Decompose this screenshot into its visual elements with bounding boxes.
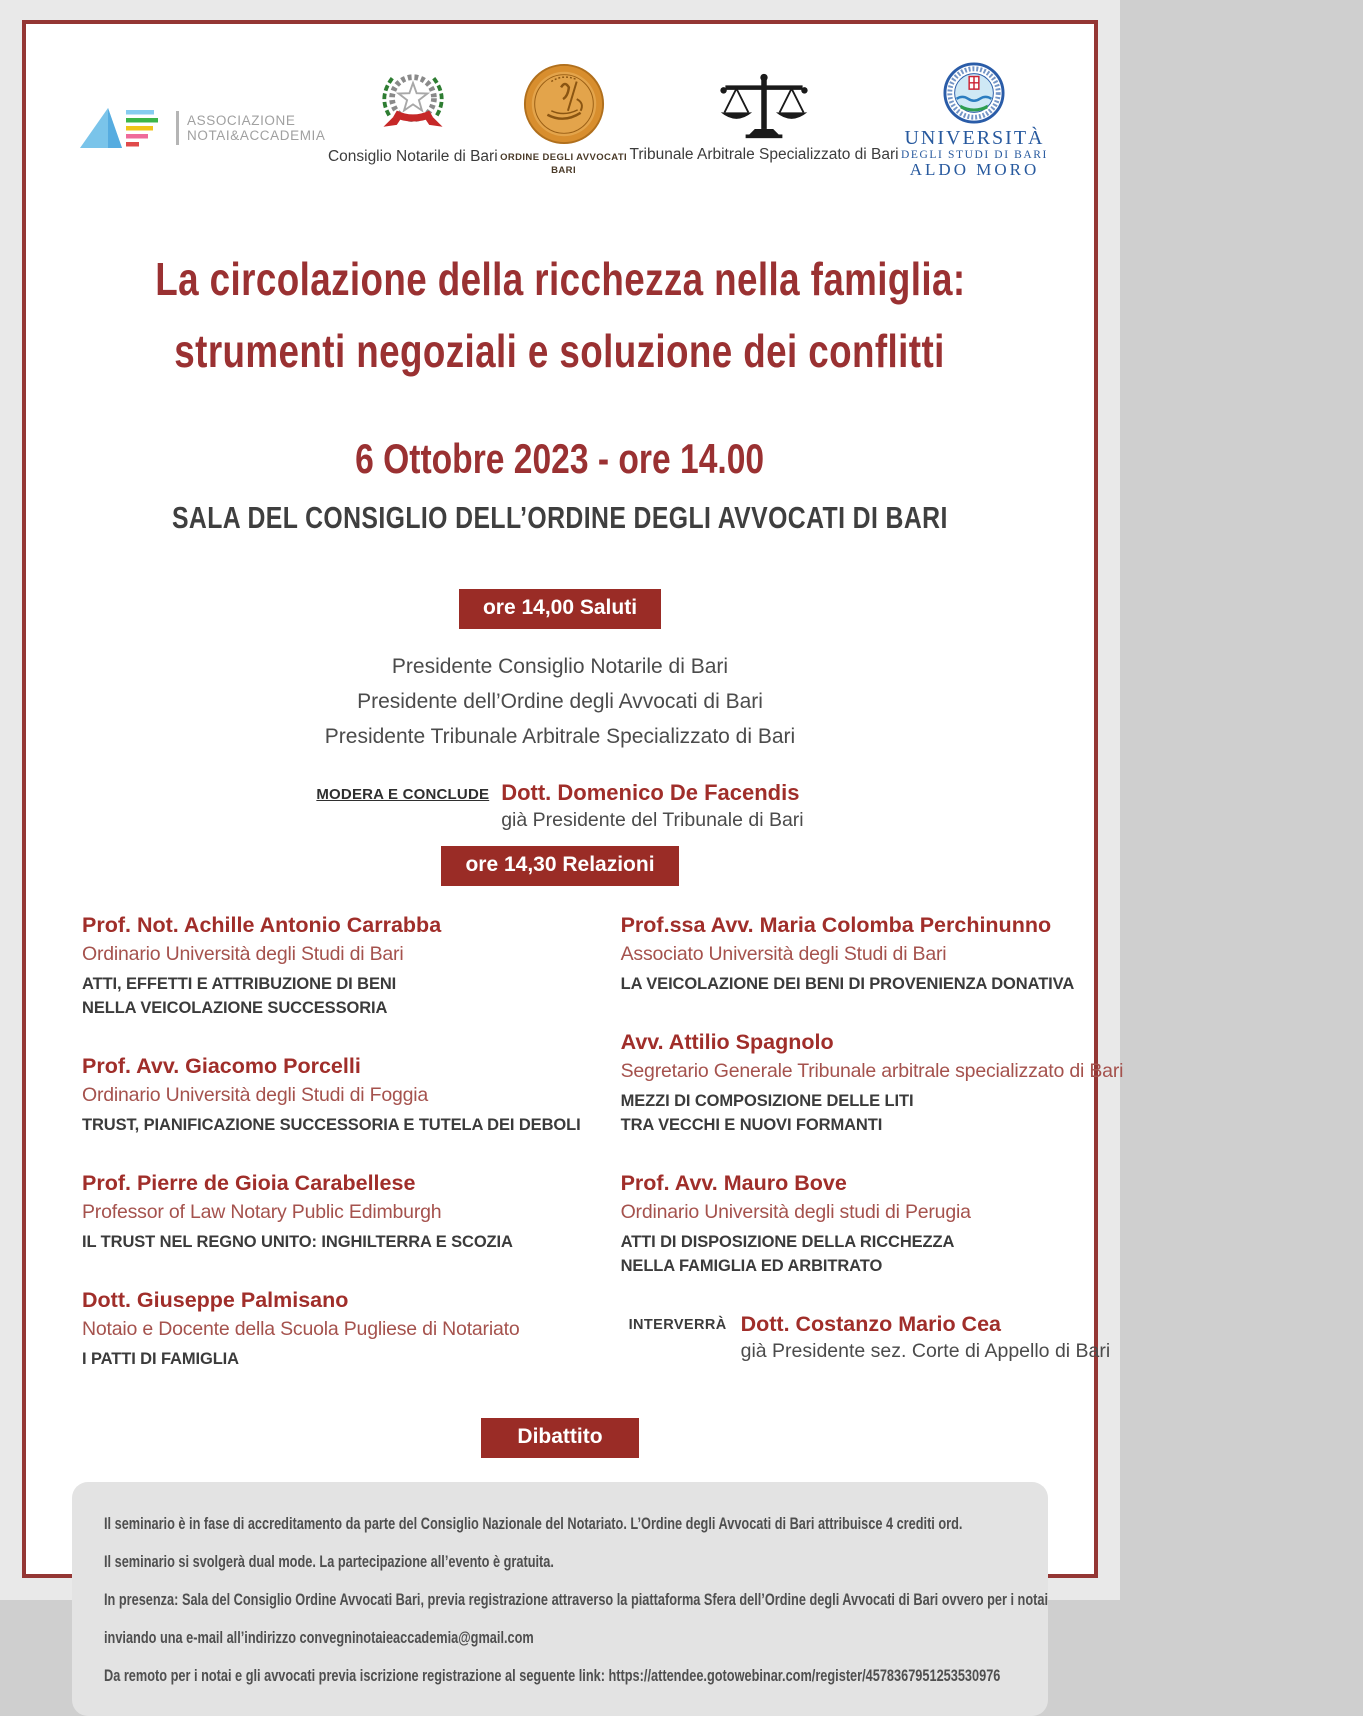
speaker-affiliation: Segretario Generale Tribunale arbitrale specializzato di Bari bbox=[620, 1059, 1124, 1082]
speaker-topic: ATTI DI DISPOSIZIONE DELLA RICCHEZZA bbox=[620, 1232, 955, 1251]
program-column-right bbox=[620, 912, 1124, 1404]
saluti-badge: ore 14,00 Saluti bbox=[459, 589, 661, 629]
speaker-bove bbox=[621, 1170, 1064, 1278]
speaker-carrabba bbox=[82, 912, 581, 1020]
speaker-affiliation: Associato Università degli Studi di Bari bbox=[620, 942, 947, 965]
poster-frame bbox=[22, 20, 1124, 1685]
speaker-topic: IL TRUST NEL REGNO UNITO: INGHILTERRA E SCOZIA bbox=[82, 1232, 513, 1251]
speaker-affiliation: Ordinario Università degli studi di Perugia bbox=[620, 1200, 971, 1223]
dibattito-badge: Dibattito bbox=[481, 1418, 638, 1458]
speaker-topic-2: TRA VECCHI E NUOVI FORMANTI bbox=[620, 1115, 883, 1134]
tribunale-caption: Tribunale Arbitrale Specializzato di Bari bbox=[629, 146, 899, 163]
footer-line-3: In presenza: Sala del Consiglio Ordine Avvocati Bari, previa registrazione attraverso la piattaforma Sfera dell’Ordine degli Avvocati di Bari ovvero per i notai bbox=[104, 1589, 1049, 1609]
speaker-topic: MEZZI DI COMPOSIZIONE DELLE LITI bbox=[620, 1091, 914, 1110]
footer-line-4: inviando una e-mail all’indirizzo convegninotaieaccademia@gmail.com bbox=[104, 1627, 534, 1647]
speaker-name: Prof. Avv. Mauro Bove bbox=[620, 1170, 847, 1195]
interverra-person bbox=[741, 1311, 1111, 1363]
ordine-caption-line2: BARI bbox=[551, 165, 576, 176]
speaker-affiliation: Professor of Law Notary Public Edimburgh bbox=[82, 1200, 442, 1223]
speaker-carabellese bbox=[82, 1170, 581, 1254]
speaker-topic: TRUST, PIANIFICAZIONE SUCCESSORIA E TUTELA DEI DEBOLI bbox=[82, 1115, 581, 1134]
universita-line1: UNIVERSITÀ bbox=[904, 127, 1045, 149]
associazione-logo bbox=[78, 102, 326, 154]
speaker-topic-2: NELLA VEICOLAZIONE SUCCESSORIA bbox=[82, 998, 388, 1017]
speaker-topic: ATTI, EFFETTI E ATTRIBUZIONE DI BENI bbox=[82, 974, 397, 993]
logos-row bbox=[26, 24, 1094, 179]
event-venue: SALA DEL CONSIGLIO DELL’ORDINE DEGLI AVVOCATI DI BARI bbox=[172, 499, 948, 535]
saluti-badge-wrap bbox=[26, 589, 1094, 629]
associazione-line2: NOTAI&ACCADEMIA bbox=[187, 128, 326, 143]
moderator-block bbox=[26, 780, 1094, 832]
associazione-line1: ASSOCIAZIONE bbox=[187, 113, 296, 128]
speaker-name: Prof.ssa Avv. Maria Colomba Perchinunno bbox=[620, 912, 1052, 937]
speaker-name: Prof. Not. Achille Antonio Carrabba bbox=[82, 912, 442, 937]
interverra-block bbox=[628, 1311, 1111, 1363]
ordine-caption-line1: ORDINE DEGLI AVVOCATI bbox=[500, 152, 628, 163]
footer-line-1: Il seminario è in fase di accreditamento da parte del Consiglio Nazionale del Notariato. L’Ordine degli Avvocati di Bari attribuisce 4 crediti ord. bbox=[104, 1513, 963, 1533]
gold-medal-icon bbox=[522, 62, 606, 146]
interverra-name: Dott. Costanzo Mario Cea bbox=[740, 1311, 1001, 1336]
speaker-name: Prof. Pierre de Gioia Carabellese bbox=[82, 1170, 416, 1195]
speaker-topic: LA VEICOLAZIONE DEI BENI DI PROVENIENZA DONATIVA bbox=[620, 974, 1075, 993]
speaker-spagnolo bbox=[620, 1029, 1124, 1137]
universita-line3: ALDO MORO bbox=[909, 160, 1040, 180]
speaker-name: Dott. Giuseppe Palmisano bbox=[82, 1287, 349, 1312]
speaker-palmisano bbox=[82, 1287, 581, 1371]
speaker-perchinunno bbox=[620, 912, 1075, 996]
universita-logo bbox=[901, 62, 1048, 179]
associazione-triangle-icon bbox=[78, 102, 166, 154]
moderator-name: Dott. Domenico De Facendis bbox=[501, 779, 800, 805]
footer-line-2: Il seminario si svolgerà dual mode. La partecipazione all’evento è gratuita. bbox=[104, 1551, 554, 1571]
interverra-label: INTERVERRÀ bbox=[628, 1316, 727, 1333]
program-columns bbox=[26, 912, 1124, 1404]
speaker-name: Avv. Attilio Spagnolo bbox=[620, 1029, 834, 1054]
italian-emblem-icon bbox=[369, 62, 457, 142]
university-seal-icon bbox=[943, 62, 1005, 124]
ordine-avvocati-caption bbox=[500, 151, 627, 177]
scales-of-justice-icon bbox=[708, 72, 820, 140]
interverra-role: già Presidente sez. Corte di Appello di Bari bbox=[740, 1339, 1111, 1362]
speaker-affiliation: Notaio e Docente della Scuola Pugliese di Notariato bbox=[82, 1317, 520, 1340]
moderator-role: già Presidente del Tribunale di Bari bbox=[501, 808, 804, 831]
ordine-avvocati-logo bbox=[500, 62, 627, 177]
dibattito-badge-wrap bbox=[26, 1418, 1094, 1458]
saluti-speakers bbox=[26, 649, 1094, 754]
universita-line2: DEGLI STUDI DI BARI bbox=[901, 149, 1048, 161]
program-column-left bbox=[82, 912, 581, 1404]
speaker-topic: I PATTI DI FAMIGLIA bbox=[82, 1349, 239, 1368]
relazioni-badge: ore 14,30 Relazioni bbox=[441, 846, 678, 886]
poster-title bbox=[26, 243, 1094, 387]
moderator-person bbox=[501, 780, 803, 832]
speaker-name: Prof. Avv. Giacomo Porcelli bbox=[82, 1053, 361, 1078]
speaker-affiliation: Ordinario Università degli Studi di Bari bbox=[82, 942, 404, 965]
associazione-divider bbox=[176, 111, 179, 145]
event-datetime: 6 Ottobre 2023 - ore 14.00 bbox=[355, 434, 765, 482]
saluti-line-3: Presidente Tribunale Arbitrale Specializzato di Bari bbox=[324, 724, 796, 748]
title-line-1: La circolazione della ricchezza nella famiglia: bbox=[154, 252, 966, 305]
tribunale-logo bbox=[629, 72, 898, 164]
speaker-topic-2: NELLA FAMIGLIA ED ARBITRATO bbox=[620, 1256, 883, 1275]
footer-line-5: Da remoto per i notai e gli avvocati previa iscrizione registrazione al seguente link: https://attendee.gotowebinar.com/register/4578367951253530976 bbox=[104, 1665, 1001, 1685]
moderator-label: MODERA E CONCLUDE bbox=[316, 785, 490, 803]
associazione-wordmark bbox=[187, 113, 326, 143]
universita-wordmark bbox=[901, 128, 1048, 179]
consiglio-notarile-caption: Consiglio Notarile di Bari bbox=[327, 148, 498, 165]
saluti-line-1: Presidente Consiglio Notarile di Bari bbox=[391, 654, 729, 678]
saluti-line-2: Presidente dell’Ordine degli Avvocati di Bari bbox=[357, 689, 763, 713]
consiglio-notarile-logo bbox=[328, 62, 498, 166]
relazioni-badge-wrap bbox=[26, 846, 1094, 886]
title-line-2: strumenti negoziali e soluzione dei conflitti bbox=[174, 324, 946, 377]
speaker-porcelli bbox=[82, 1053, 581, 1137]
speaker-affiliation: Ordinario Università degli Studi di Foggia bbox=[82, 1083, 429, 1106]
footer-note-box bbox=[72, 1482, 1048, 1716]
